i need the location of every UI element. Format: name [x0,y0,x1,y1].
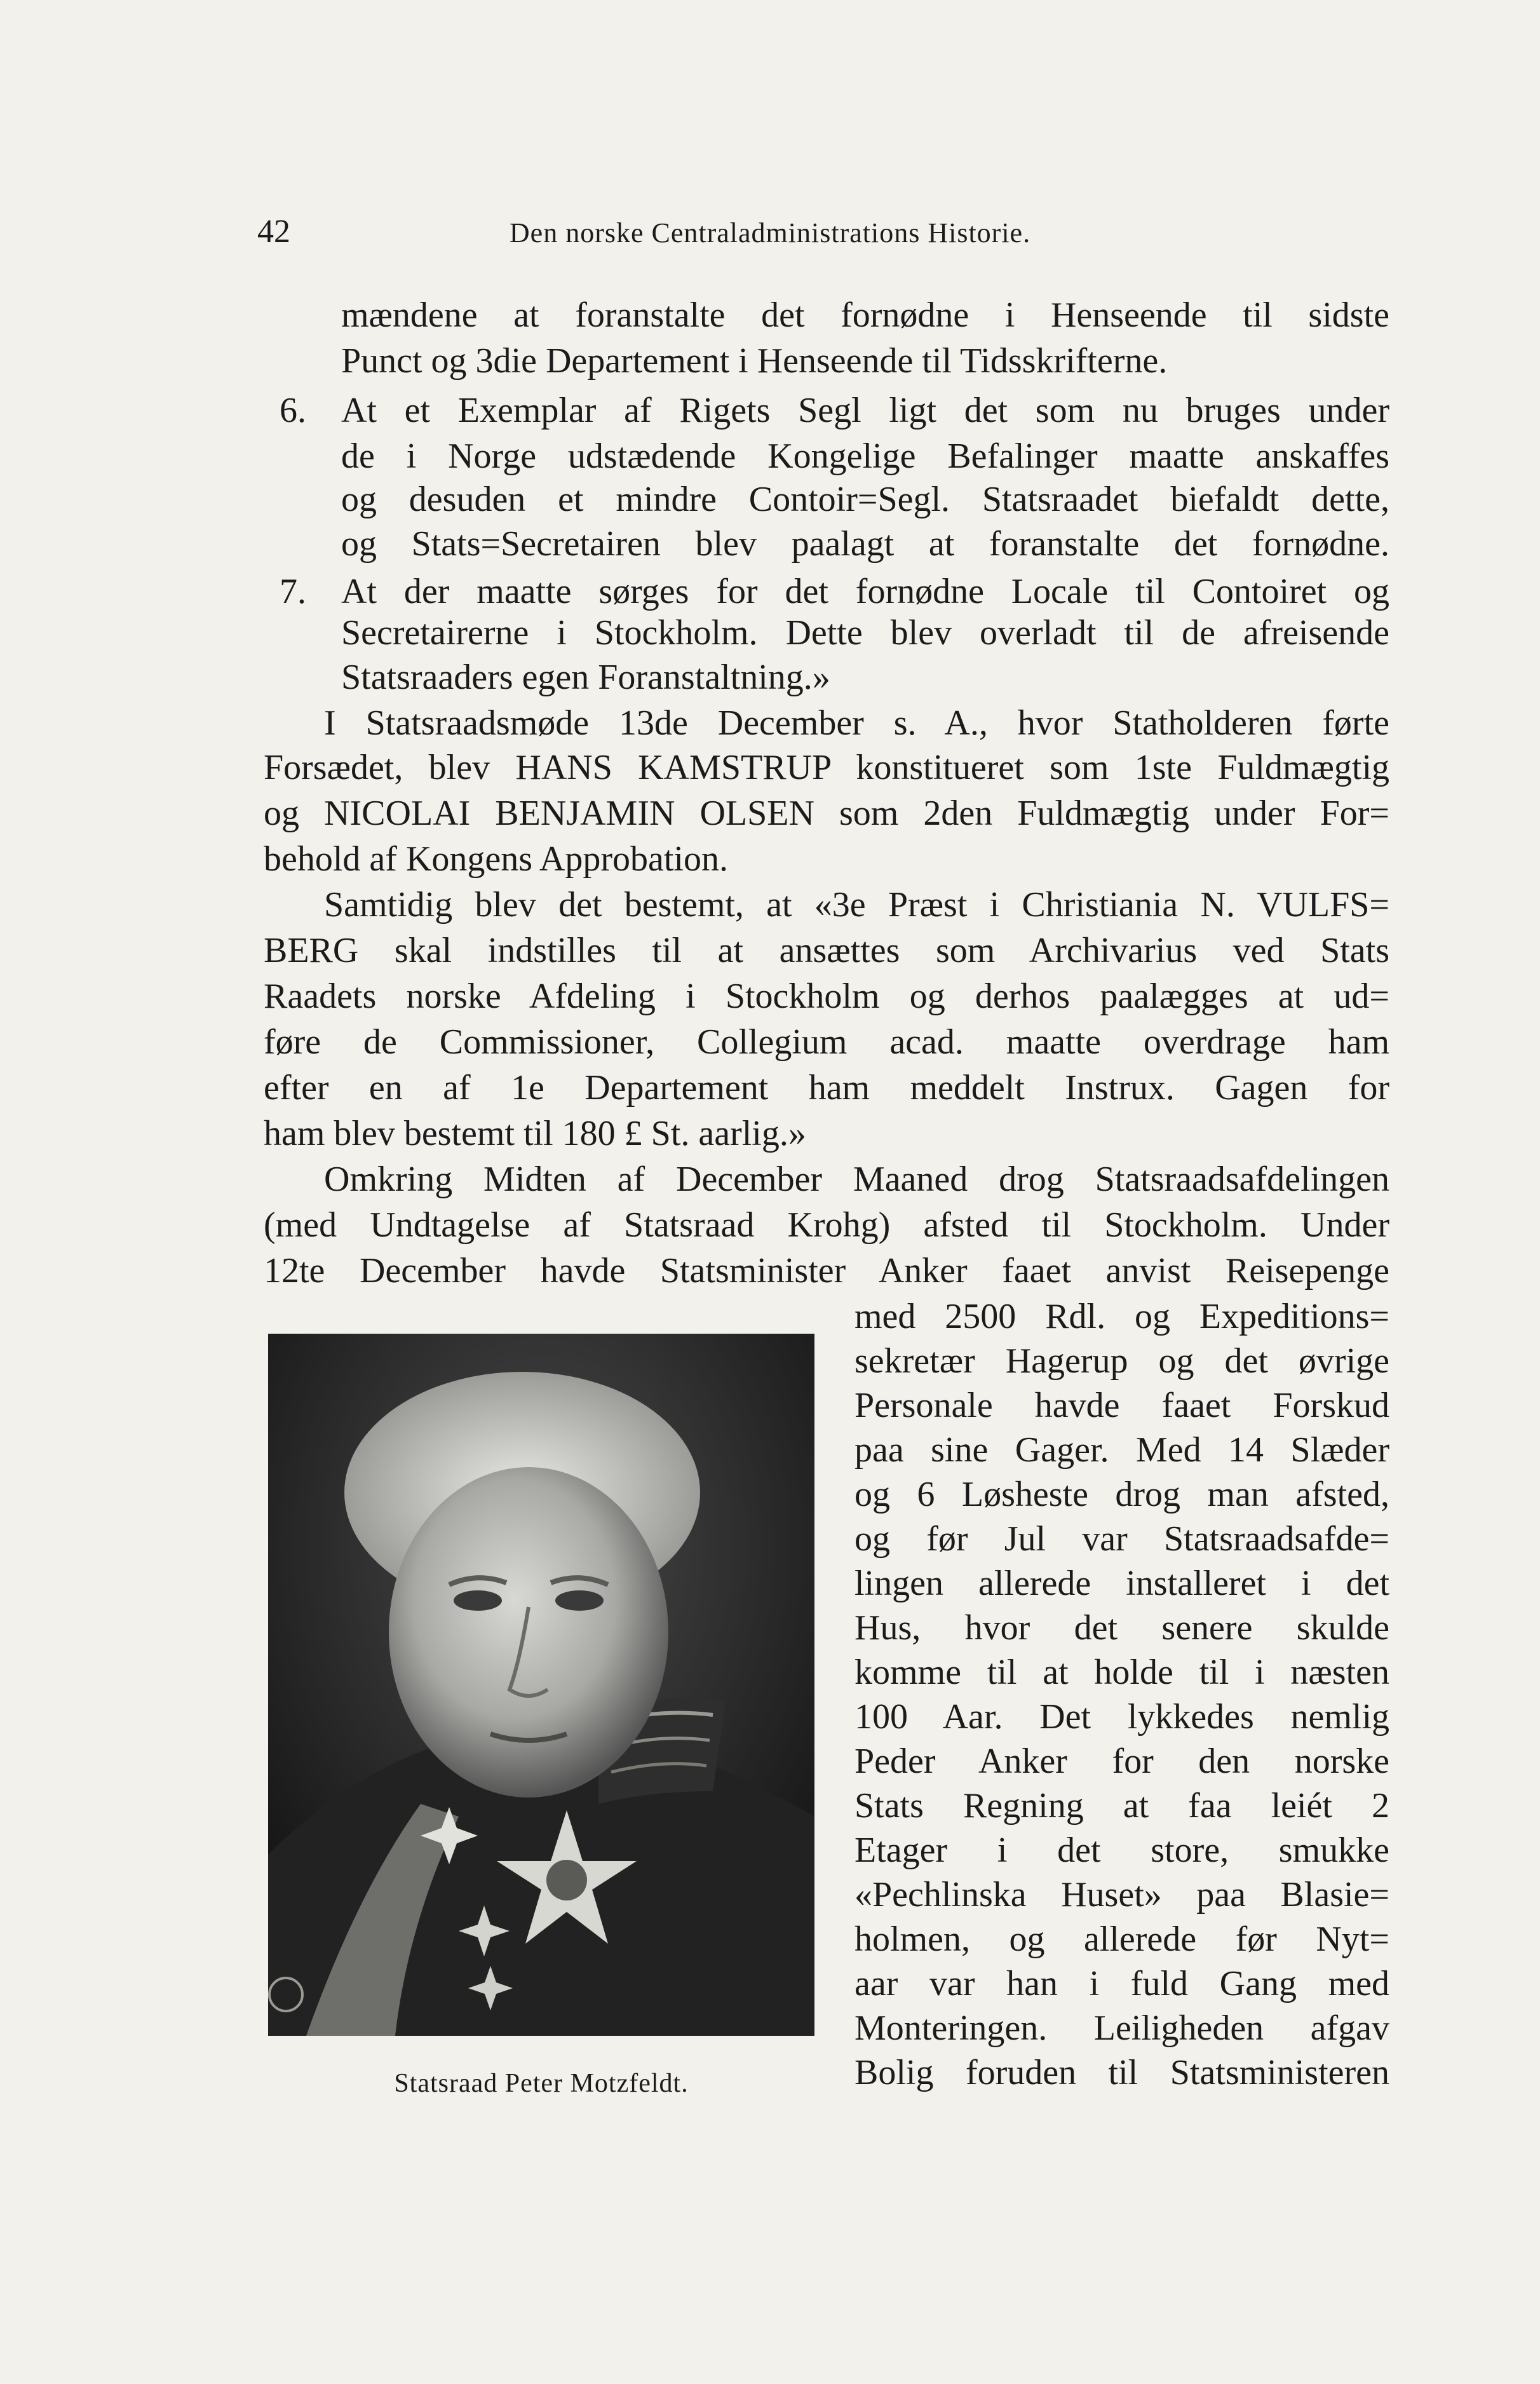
side-line: Peder Anker for den norske [854,1742,1389,1781]
page-header [0,213,1540,264]
side-line: lingen allerede installeret i det [854,1564,1389,1603]
side-line: paa sine Gager. Med 14 Slæder [854,1430,1389,1470]
side-line: «Pechlinska Huset» paa Blasie= [854,1875,1389,1914]
side-line: og 6 Løsheste drog man afsted, [854,1475,1389,1514]
body-line: føre de Commissioner, Collegium acad. maatte overdrage ham [264,1022,1389,1062]
item-number-6: 6. [280,391,306,430]
body-line: og Stats=Secretairen blev paalagt at foranstalte det fornødne. [341,524,1389,564]
side-line: aar var han i fuld Gang med [854,1964,1389,2003]
body-line: 12te December havde Statsminister Anker faaet anvist Reisepenge [264,1251,1389,1290]
side-line: sekretær Hagerup og det øvrige [854,1341,1389,1381]
body-line: (med Undtagelse af Statsraad Krohg) afsted til Stockholm. Under [264,1205,1389,1245]
body-line: Secretairerne i Stockholm. Dette blev overladt til de afreisende [341,613,1389,653]
page-number: 42 [257,213,290,250]
side-line: holmen, og allerede før Nyt= [854,1920,1389,1959]
body-line: BERG skal indstilles til at ansættes som Archivarius ved Stats [264,931,1389,970]
body-line: efter en af 1e Departement ham meddelt Instrux. Gagen for [264,1068,1389,1107]
body-line: Samtidig blev det bestemt, at «3e Præst i Christiania N. VULFS= [324,885,1389,924]
body-line: Forsædet, blev HANS KAMSTRUP konstitueret som 1ste Fuldmægtig [264,748,1389,787]
side-line: Hus, hvor det senere skulde [854,1608,1389,1648]
body-line: Punct og 3die Departement i Henseende til Tidsskrifterne. [341,341,1168,381]
body-line: og desuden et mindre Contoir=Segl. Statsraadet biefaldt dette, [341,480,1389,519]
body-line: Raadets norske Afdeling i Stockholm og derhos paalægges at ud= [264,977,1389,1016]
side-line: komme til at holde til i næsten [854,1653,1389,1692]
body-line: Statsraaders egen Foranstaltning.» [341,658,830,697]
side-line: Stats Regning at faa leiét 2 [854,1786,1389,1825]
body-line: de i Norge udstædende Kongelige Befalinger maatte anskaffes [341,437,1389,476]
portrait-image [268,1334,814,2036]
portrait-illustration [268,1334,814,2036]
portrait-caption: Statsraad Peter Motzfeldt. [394,2069,689,2098]
side-line: 100 Aar. Det lykkedes nemlig [854,1697,1389,1737]
side-line: og før Jul var Statsraadsafde= [854,1519,1389,1559]
body-line: behold af Kongens Approbation. [264,839,728,879]
body-line: Omkring Midten af December Maaned drog Statsraadsafdelingen [324,1160,1389,1199]
body-line: At et Exemplar af Rigets Segl ligt det som nu bruges under [341,391,1389,430]
body-line: I Statsraadsmøde 13de December s. A., hvor Statholderen førte [324,703,1389,743]
side-line: Monteringen. Leiligheden afgav [854,2008,1389,2048]
side-line: med 2500 Rdl. og Expeditions= [854,1297,1389,1336]
body-line: ham blev bestemt til 180 £ St. aarlig.» [264,1114,806,1153]
running-title: Den norske Centraladministrations Historie. [509,217,1031,248]
body-line: og NICOLAI BENJAMIN OLSEN som 2den Fuldmægtig under For= [264,794,1389,833]
body-line: At der maatte sørges for det fornødne Locale til Contoiret og [341,572,1389,611]
body-line: mændene at foranstalte det fornødne i Henseende til sidste [341,295,1389,335]
side-line: Personale havde faaet Forskud [854,1386,1389,1425]
side-line: Bolig foruden til Statsministeren [854,2053,1389,2092]
side-line: Etager i det store, smukke [854,1831,1389,1870]
item-number-7: 7. [280,572,306,611]
